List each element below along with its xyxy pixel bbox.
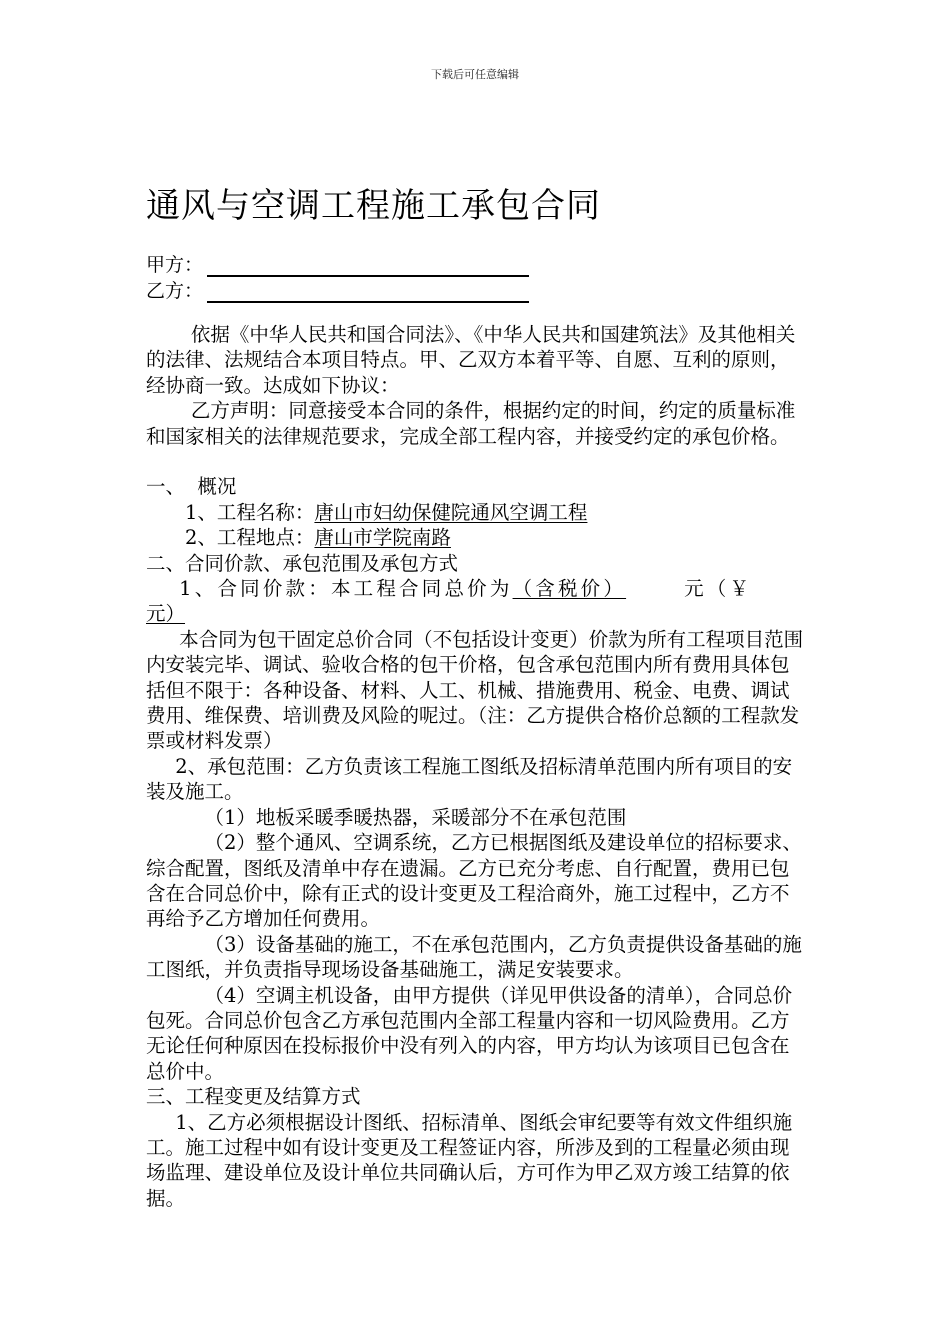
project-name-line [146, 500, 808, 525]
section-2-heading: 二、合同价款、承包范围及承包方式 [146, 551, 459, 575]
project-location-line [146, 525, 808, 550]
party-b-row [146, 276, 529, 303]
project-name-value: 唐山市妇幼保健院通风空调工程 [314, 500, 588, 524]
project-location-label: 2、工程地点： [185, 526, 315, 550]
party-a-blank-line [207, 255, 529, 277]
contract-price-yuan: 元） [146, 602, 186, 626]
party-b-declaration: 乙方声明：同意接受本合同的条件，根据约定的时间，约定的质量标准和国家相关的法律规范要求，完成全部工程内容，并接受约定的承包价格。 [146, 399, 796, 448]
project-location-value: 唐山市学院南路 [314, 526, 451, 550]
contract-price-label: 1、合同价款：本工程合同总价为 [179, 577, 513, 601]
contract-price-line-end [146, 601, 808, 626]
scope-item-2: （2）整个通风、空调系统，乙方已根据图纸及建设单位的招标要求、综合配置，图纸及清单中存在遗漏。乙方已充分考虑、自行配置，费用已包含在合同总价中，除有正式的设计变更及工程洽商外，施工过程中，乙方不再给予乙方增加任何费用。 [146, 831, 802, 931]
contract-price-line [146, 576, 808, 601]
party-a-row [146, 250, 529, 277]
project-name-label: 1、工程名称： [185, 500, 315, 524]
header-note: 下载后可任意编辑 [431, 68, 519, 81]
section-3-heading: 三、工程变更及结算方式 [146, 1085, 361, 1109]
party-b-blank-line [207, 281, 529, 303]
scope-item-1: （1）地板采暖季暖热器，采暖部分不在承包范围 [204, 805, 627, 829]
contract-price-currency: 元（￥ [684, 577, 753, 601]
scope-item-3: （3）设备基础的施工，不在承包范围内，乙方负责提供设备基础的施工图纸，并负责指导现场设备基础施工，满足安装要求。 [146, 932, 802, 982]
lump-sum-paragraph: 本合同为包干固定总价合同（不包括设计变更）价款为所有工程项目范围内安装完毕、调试、验收合格的包干价格，包含承包范围内所有费用具体包括但不限于：各种设备、材料、人工、机械、措施费用、税金、电费、调试费用、维保费、培训费及风险的呢过。（注：乙方提供合格价总额的工程款发票或材料发票） [146, 627, 804, 753]
spacer [146, 449, 808, 474]
change-settlement-paragraph: 1、乙方必须根据设计图纸、招标清单、图纸会审纪要等有效文件组织施工。施工过程中如有设计变更及工程签证内容，所涉及到的工程量必须由现场监理、建设单位及设计单位共同确认后，方可作为甲乙双方竣工结算的依据。 [146, 1110, 793, 1210]
contract-price-tax-note: （含税价） [512, 577, 627, 601]
document-title: 通风与空调工程施工承包合同 [146, 186, 601, 226]
contract-body [146, 322, 808, 1211]
scope-item-4: （4）空调主机设备，由甲方提供（详见甲供设备的清单），合同总价包死。合同总价包含乙方承包范围内全部工程量内容和一切风险费用。乙方无论任何种原因在投标报价中没有列入的内容，甲方均认为该项目已包含在总价中。 [146, 983, 793, 1083]
section-1-heading: 一、 概况 [146, 475, 237, 499]
preamble-paragraph: 依据《中华人民共和国合同法》、《中华人民共和国建筑法》及其他相关的法律、法规结合本项目特点。甲、乙双方本着平等、自愿、互利的原则，经协商一致。达成如下协议： [146, 323, 796, 397]
party-a-label: 甲方： [146, 254, 204, 276]
party-b-label: 乙方： [146, 280, 204, 302]
scope-paragraph: 2、承包范围：乙方负责该工程施工图纸及招标清单范围内所有项目的安装及施工。 [146, 754, 793, 804]
